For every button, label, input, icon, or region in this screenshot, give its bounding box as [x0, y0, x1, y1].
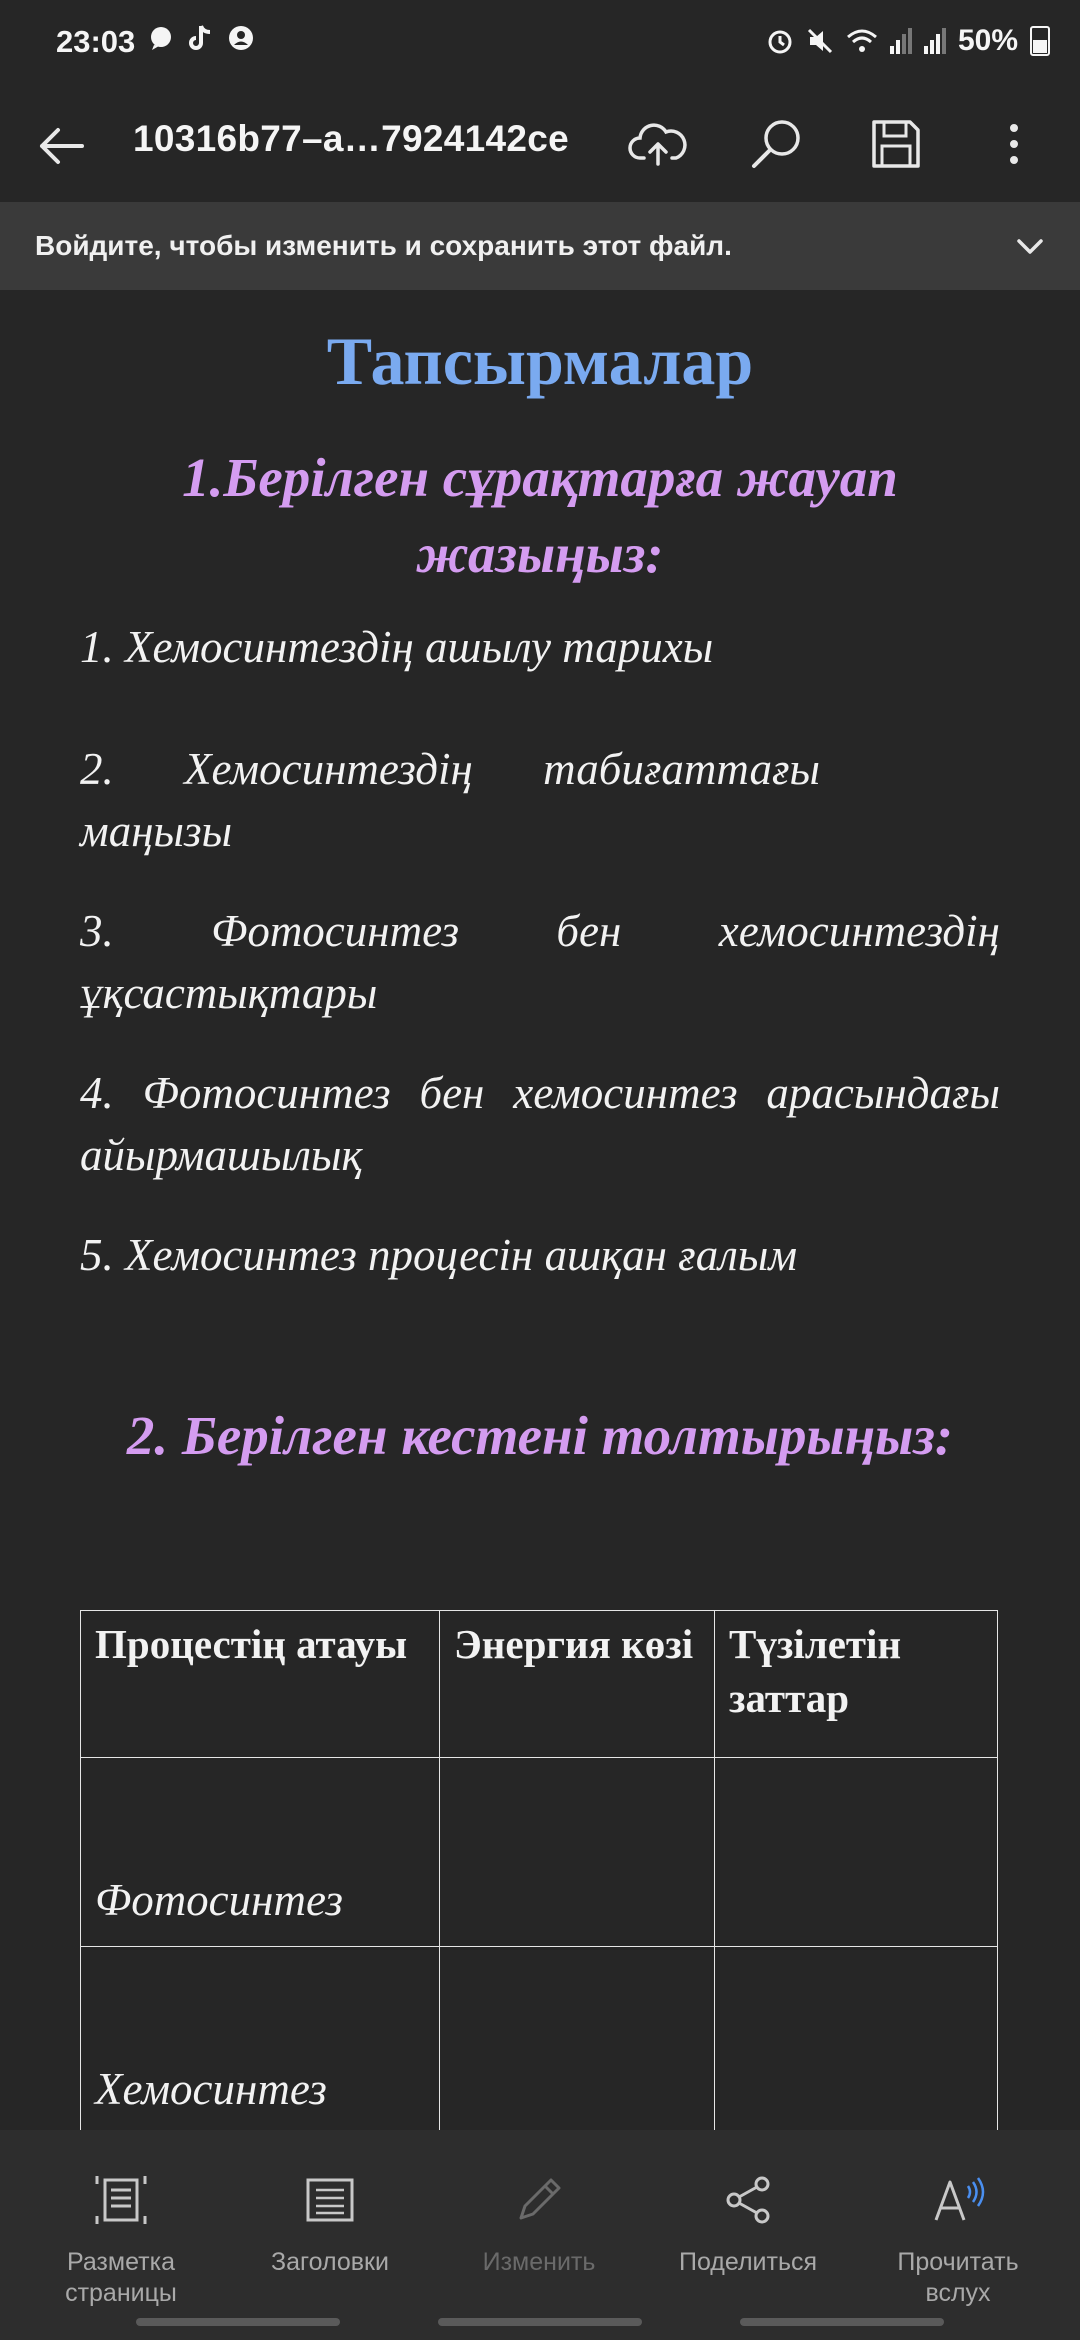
bottom-toolbar — [0, 2130, 1080, 2340]
read-aloud-label: Прочитать вслух — [897, 2248, 1019, 2307]
headings-label: Заголовки — [271, 2248, 389, 2276]
wifi-icon — [846, 27, 878, 55]
account-circle-icon — [228, 25, 254, 51]
document-page[interactable] — [0, 290, 1080, 2130]
file-name: 10316b77–a…7924142ce — [133, 118, 569, 159]
process-table — [80, 1610, 998, 2136]
status-time: 23:03 — [56, 24, 136, 59]
back-arrow-icon[interactable] — [30, 114, 94, 178]
share-icon — [718, 2170, 778, 2230]
more-vert-icon[interactable] — [982, 112, 1046, 176]
read-aloud-icon — [928, 2170, 988, 2230]
table-row — [81, 1758, 998, 1947]
alarm-icon — [766, 27, 794, 55]
sign-in-banner[interactable] — [0, 202, 1080, 290]
table-cell-products — [715, 1947, 998, 2136]
question-1: 1. Хемосинтездің ашылу тарихы — [80, 622, 714, 672]
headings-list-icon — [300, 2170, 360, 2230]
table-header-energy: Энергия көзі — [440, 1611, 715, 1758]
pencil-icon — [509, 2170, 569, 2230]
table-cell-process: Хемосинтез — [81, 1947, 440, 2136]
section1-heading: 1.Берілген сұрақтарға жауап жазыңыз: — [182, 447, 898, 584]
page-layout-label: Разметка страницы — [65, 2248, 177, 2307]
signal-icon — [924, 28, 946, 54]
table-header-process: Процестің атауы — [81, 1611, 440, 1758]
edit-button[interactable] — [449, 2170, 629, 2278]
table-header-products: Түзілетін заттар — [715, 1611, 998, 1758]
share-label: Поделиться — [678, 2248, 818, 2276]
edit-label: Изменить — [482, 2248, 596, 2276]
table-cell-energy — [440, 1947, 715, 2136]
table-cell-process: Фотосинтез — [81, 1758, 440, 1947]
battery-percent: 50% — [957, 24, 1018, 57]
question-2: 2. Хемосинтездің табиғаттағы маңызы — [80, 744, 820, 856]
read-aloud-button[interactable] — [868, 2170, 1048, 2309]
search-icon[interactable] — [744, 112, 808, 176]
notification-icons — [148, 24, 254, 52]
question-5: 5. Хемосинтез процесін ашқан ғалым — [80, 1230, 798, 1280]
gesture-bar-right — [740, 2318, 944, 2326]
status-right — [766, 24, 1050, 58]
table-cell-energy — [440, 1758, 715, 1947]
headings-button[interactable] — [240, 2170, 420, 2278]
document-title: Тапсырмалар — [326, 323, 754, 399]
gesture-bar-center — [438, 2318, 642, 2326]
section2-heading: 2. Берілген кестені толтырыңыз: — [126, 1405, 954, 1466]
question-4: 4. Фотосинтез бен хемосинтез арасындағы айырмашылық — [80, 1068, 1000, 1180]
status-bar — [0, 0, 1080, 86]
chat-bubble-icon — [148, 25, 174, 51]
save-icon[interactable] — [864, 112, 928, 176]
table-header-row — [81, 1611, 998, 1758]
signal-icon — [890, 28, 912, 54]
gesture-bar-left — [136, 2318, 340, 2326]
page-layout-button[interactable] — [31, 2170, 211, 2309]
page-layout-icon — [91, 2170, 151, 2230]
table-cell-products — [715, 1758, 998, 1947]
share-button[interactable] — [658, 2170, 838, 2278]
cloud-upload-icon[interactable] — [626, 112, 690, 176]
mute-icon — [806, 27, 834, 55]
tiktok-icon — [188, 24, 214, 52]
app-bar — [0, 86, 1080, 202]
battery-icon — [1030, 26, 1050, 56]
banner-message: Войдите, чтобы изменить и сохранить этот файл. — [35, 230, 732, 261]
chevron-down-icon[interactable] — [1010, 226, 1050, 266]
question-3: 3. Фотосинтез бен хемосинтездің ұқсастықтары — [80, 906, 1000, 1018]
table-row — [81, 1947, 998, 2136]
